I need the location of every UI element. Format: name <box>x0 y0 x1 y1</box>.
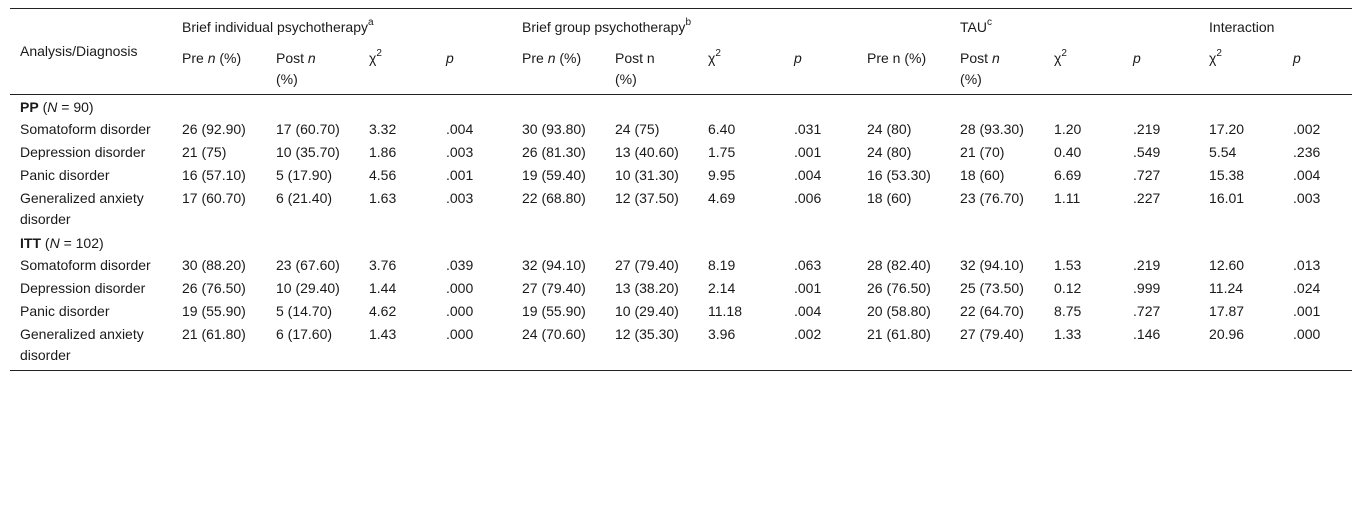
col-ind-p: p <box>434 46 510 95</box>
value-cell: 1.44 <box>369 280 397 296</box>
value-cell: 3.32 <box>369 121 397 137</box>
value-cell: 21 (75) <box>182 144 227 160</box>
value-cell: 3.76 <box>369 257 397 273</box>
value-cell: .999 <box>1133 280 1161 296</box>
value-cell: 1.53 <box>1054 257 1082 273</box>
section-label: ITT (N = 102) <box>20 235 104 251</box>
value-cell: 6 (21.40) <box>276 190 333 206</box>
value-cell: .549 <box>1133 144 1161 160</box>
value-cell: 16 (53.30) <box>867 167 931 183</box>
value-cell: 26 (76.50) <box>182 280 246 296</box>
value-cell: .024 <box>1293 280 1321 296</box>
value-cell: 19 (55.90) <box>182 303 246 319</box>
value-cell: 28 (82.40) <box>867 257 931 273</box>
value-cell: 9.95 <box>708 167 736 183</box>
value-cell: 18 (60) <box>867 190 912 206</box>
value-cell: 24 (75) <box>615 121 660 137</box>
value-cell: .727 <box>1133 167 1161 183</box>
value-cell: 1.63 <box>369 190 397 206</box>
table-row <box>10 141 1352 164</box>
group-header-tau: TAU$^c$ <box>960 17 993 35</box>
value-cell: .004 <box>794 303 822 319</box>
table-body <box>10 95 1352 371</box>
value-cell: .001 <box>446 167 474 183</box>
value-cell: 24 (70.60) <box>522 326 586 342</box>
value-cell: 6.69 <box>1054 167 1082 183</box>
value-cell: 1.43 <box>369 326 397 342</box>
value-cell: .219 <box>1133 257 1161 273</box>
value-cell: 8.75 <box>1054 303 1082 319</box>
value-cell: 24 (80) <box>867 144 912 160</box>
value-cell: 18 (60) <box>960 167 1005 183</box>
value-cell: 21 (70) <box>960 144 1005 160</box>
value-cell: 10 (31.30) <box>615 167 679 183</box>
value-cell: 4.62 <box>369 303 397 319</box>
value-cell: 16.01 <box>1209 190 1245 206</box>
value-cell: 23 (76.70) <box>960 190 1024 206</box>
value-cell: .146 <box>1133 326 1161 342</box>
value-cell: 16 (57.10) <box>182 167 246 183</box>
col-grp-post: Post n (%) <box>603 46 696 95</box>
col-tau-pre: Pre n (%) <box>855 46 948 95</box>
value-cell: .006 <box>794 190 822 206</box>
value-cell: 4.56 <box>369 167 397 183</box>
value-cell: 10 (35.70) <box>276 144 340 160</box>
value-cell: 22 (64.70) <box>960 303 1024 319</box>
value-cell: 5 (17.90) <box>276 167 333 183</box>
col-ind-pre: Pre n (%) <box>170 46 264 95</box>
value-cell: 30 (93.80) <box>522 121 586 137</box>
diagnosis-cell: Panic disorder <box>20 303 110 319</box>
value-cell: .000 <box>1293 326 1321 342</box>
value-cell: 3.96 <box>708 326 736 342</box>
table-row <box>10 164 1352 187</box>
value-cell: .000 <box>446 280 474 296</box>
value-cell: .039 <box>446 257 474 273</box>
col-grp-p: p <box>782 46 855 95</box>
value-cell: 24 (80) <box>867 121 912 137</box>
value-cell: 20.96 <box>1209 326 1245 342</box>
group-header-interaction: Interaction <box>1209 19 1275 35</box>
value-cell: 23 (67.60) <box>276 257 340 273</box>
group-header-group: Brief group psychotherapy$^b$ <box>522 17 691 35</box>
value-cell: 15.38 <box>1209 167 1245 183</box>
value-cell: .004 <box>794 167 822 183</box>
value-cell: .227 <box>1133 190 1161 206</box>
value-cell: 26 (81.30) <box>522 144 586 160</box>
value-cell: .727 <box>1133 303 1161 319</box>
value-cell: 10 (29.40) <box>615 303 679 319</box>
value-cell: 2.14 <box>708 280 736 296</box>
value-cell: .236 <box>1293 144 1321 160</box>
value-cell: 6.40 <box>708 121 736 137</box>
diagnosis-cell: Generalized anxiety disorder <box>20 190 144 227</box>
column-header-row <box>10 46 1352 95</box>
value-cell: 5.54 <box>1209 144 1237 160</box>
value-cell: 0.40 <box>1054 144 1082 160</box>
diagnosis-cell: Depression disorder <box>20 144 146 160</box>
value-cell: .004 <box>446 121 474 137</box>
value-cell: .001 <box>794 280 822 296</box>
diagnosis-cell: Somatoform disorder <box>20 257 151 273</box>
value-cell: 4.69 <box>708 190 736 206</box>
value-cell: 19 (59.40) <box>522 167 586 183</box>
value-cell: 20 (58.80) <box>867 303 931 319</box>
col-ind-chi: $\chi^2$ <box>357 46 434 95</box>
diagnosis-cell: Generalized anxiety disorder <box>20 326 144 363</box>
value-cell: 17.87 <box>1209 303 1245 319</box>
value-cell: .000 <box>446 303 474 319</box>
value-cell: 6 (17.60) <box>276 326 333 342</box>
value-cell: .031 <box>794 121 822 137</box>
value-cell: 19 (55.90) <box>522 303 586 319</box>
value-cell: .001 <box>794 144 822 160</box>
value-cell: 32 (94.10) <box>960 257 1024 273</box>
value-cell: 27 (79.40) <box>960 326 1024 342</box>
table-row <box>10 254 1352 277</box>
value-cell: 1.75 <box>708 144 736 160</box>
section-row <box>10 231 1352 254</box>
value-cell: 8.19 <box>708 257 736 273</box>
value-cell: .003 <box>1293 190 1321 206</box>
value-cell: 27 (79.40) <box>615 257 679 273</box>
value-cell: 0.12 <box>1054 280 1082 296</box>
value-cell: 17.20 <box>1209 121 1245 137</box>
value-cell: 12 (37.50) <box>615 190 679 206</box>
value-cell: .013 <box>1293 257 1321 273</box>
col-ind-post: Post n (%) <box>264 46 357 95</box>
value-cell: 11.18 <box>708 303 742 319</box>
value-cell: 12.60 <box>1209 257 1245 273</box>
value-cell: .003 <box>446 144 474 160</box>
value-cell: 26 (76.50) <box>867 280 931 296</box>
value-cell: .004 <box>1293 167 1321 183</box>
table-row <box>10 118 1352 141</box>
diagnosis-cell: Somatoform disorder <box>20 121 151 137</box>
col-tau-post: Post n (%) <box>948 46 1042 95</box>
col-tau-chi: $\chi^2$ <box>1042 46 1121 95</box>
diagnosis-cell: Depression disorder <box>20 280 146 296</box>
row-header-label: Analysis/Diagnosis <box>10 9 170 95</box>
table-row <box>10 187 1352 231</box>
value-cell: .002 <box>794 326 822 342</box>
value-cell: 12 (35.30) <box>615 326 679 342</box>
table-row <box>10 300 1352 323</box>
value-cell: .063 <box>794 257 822 273</box>
value-cell: 17 (60.70) <box>182 190 246 206</box>
value-cell: .219 <box>1133 121 1161 137</box>
value-cell: 21 (61.80) <box>182 326 246 342</box>
value-cell: 21 (61.80) <box>867 326 931 342</box>
value-cell: .002 <box>1293 121 1321 137</box>
col-tau-p: p <box>1121 46 1197 95</box>
section-row <box>10 95 1352 119</box>
value-cell: 1.33 <box>1054 326 1082 342</box>
results-table <box>10 8 1352 371</box>
value-cell: 13 (40.60) <box>615 144 679 160</box>
value-cell: 28 (93.30) <box>960 121 1024 137</box>
col-int-p: p <box>1281 46 1352 95</box>
value-cell: 1.11 <box>1054 190 1081 206</box>
value-cell: 26 (92.90) <box>182 121 246 137</box>
value-cell: 17 (60.70) <box>276 121 340 137</box>
value-cell: 30 (88.20) <box>182 257 246 273</box>
table-row <box>10 277 1352 300</box>
value-cell: .003 <box>446 190 474 206</box>
value-cell: .000 <box>446 326 474 342</box>
col-grp-chi: $\chi^2$ <box>696 46 782 95</box>
value-cell: 27 (79.40) <box>522 280 586 296</box>
value-cell: 10 (29.40) <box>276 280 340 296</box>
value-cell: 1.20 <box>1054 121 1082 137</box>
value-cell: .001 <box>1293 303 1321 319</box>
value-cell: 32 (94.10) <box>522 257 586 273</box>
value-cell: 25 (73.50) <box>960 280 1024 296</box>
value-cell: 1.86 <box>369 144 397 160</box>
value-cell: 13 (38.20) <box>615 280 679 296</box>
value-cell: 11.24 <box>1209 280 1244 296</box>
section-label: PP (N = 90) <box>20 99 94 115</box>
value-cell: 5 (14.70) <box>276 303 333 319</box>
diagnosis-cell: Panic disorder <box>20 167 110 183</box>
col-int-chi: $\chi^2$ <box>1197 46 1281 95</box>
value-cell: 22 (68.80) <box>522 190 586 206</box>
group-header-row <box>10 9 1352 47</box>
table-row <box>10 323 1352 371</box>
col-grp-pre: Pre n (%) <box>510 46 603 95</box>
group-header-individual: Brief individual psychotherapy$^a$ <box>182 17 374 35</box>
